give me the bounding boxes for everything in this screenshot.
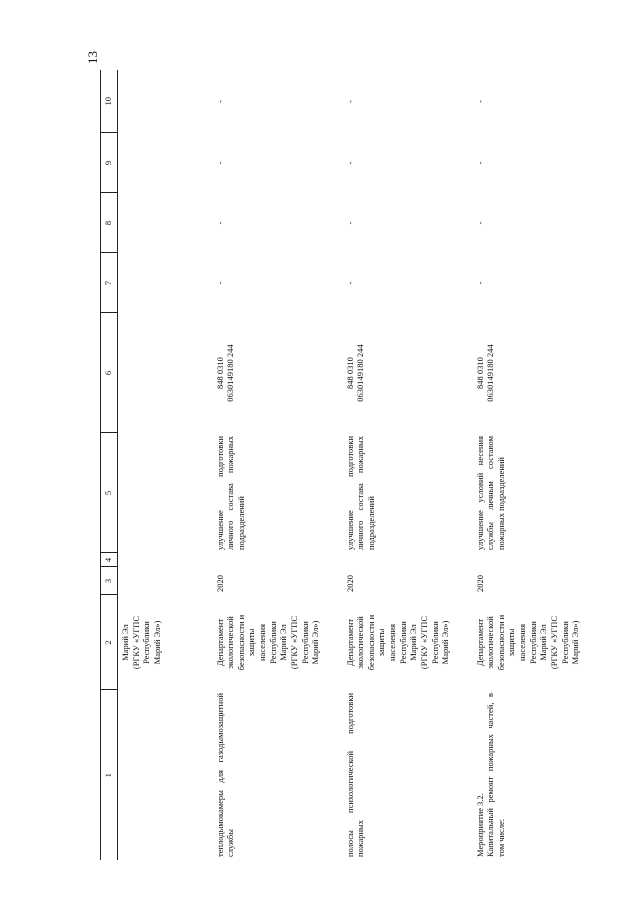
cell-year xyxy=(118,567,213,595)
program-table xyxy=(100,70,603,860)
cell-value xyxy=(118,133,213,193)
column-header: 8 xyxy=(101,193,118,253)
cell-value: - xyxy=(344,100,355,103)
cell-value: - xyxy=(344,161,355,165)
cell-executor: Департамент экологической безопасности и защиты населения Республики Марий Эл (РГКУ «УГПС Республики Марий Эл») xyxy=(474,614,581,671)
cell-budget-code xyxy=(118,313,213,433)
cell-activity: полосы психологической подготовки пожарных xyxy=(344,693,366,857)
cell-empty xyxy=(343,553,473,567)
column-header: 10 xyxy=(101,70,118,133)
column-header: 4 xyxy=(101,553,118,567)
cell-value: - xyxy=(214,161,225,165)
cell-empty xyxy=(118,553,213,567)
cell-value: - xyxy=(474,161,485,165)
table-row xyxy=(343,70,473,860)
cell-result xyxy=(118,433,213,553)
column-header: 3 xyxy=(101,567,118,595)
cell-budget-code: 848 0310 0630149180 244 xyxy=(344,344,366,402)
cell-result: улучшение условий несения службы личным составом пожарных подразделений xyxy=(474,436,506,550)
cell-result: улучшение подготовки личного состава пожарных подразделений xyxy=(344,436,376,550)
cell-value: - xyxy=(214,281,225,285)
column-header: 1 xyxy=(101,690,118,860)
cell-value: - xyxy=(474,221,485,225)
cell-executor: Марий Эл (РГКУ «УГПС Республики Марий Эл») xyxy=(120,615,162,670)
cell-value xyxy=(118,253,213,313)
cell-value: - xyxy=(474,100,485,103)
cell-empty xyxy=(213,553,343,567)
cell-value: - xyxy=(344,221,355,225)
cell-activity: Мероприятие 3.2. Капитальный ремонт пожарных частей, в том числе: xyxy=(474,693,506,857)
cell-year: 2020 xyxy=(344,575,355,592)
cell-activity xyxy=(118,690,213,860)
cell-value xyxy=(118,70,213,133)
table-row xyxy=(118,70,213,860)
cell-budget-code: 848 0310 0630149180 244 xyxy=(474,344,496,402)
cell-result: улучшение подготовки личного состава пожарных подразделений xyxy=(214,436,246,550)
cell-year: 2020 xyxy=(214,575,225,592)
cell-executor: Департамент экологической безопасности и защиты населения Республики Марий Эл (РГКУ «УГПС Республики Марий Эл») xyxy=(214,614,321,671)
cell-value: - xyxy=(344,281,355,285)
column-header: 9 xyxy=(101,133,118,193)
column-header: 2 xyxy=(101,595,118,690)
header-row xyxy=(101,70,118,860)
column-header: 5 xyxy=(101,433,118,553)
table-row xyxy=(213,70,343,860)
cell-activity: теплодымокамеры для газодымозащитной службы xyxy=(214,693,236,857)
cell-executor: Департамент экологической безопасности и защиты населения Республики Марий Эл (РГКУ «УГПС Республики Марий Эл») xyxy=(344,614,451,671)
rotated-table-container xyxy=(100,70,581,860)
cell-year: 2020 xyxy=(474,575,485,592)
cell-value xyxy=(118,193,213,253)
column-header: 6 xyxy=(101,313,118,433)
column-header: 7 xyxy=(101,253,118,313)
cell-value: - xyxy=(474,281,485,285)
cell-value: - xyxy=(214,100,225,103)
table-row xyxy=(473,70,603,860)
cell-empty xyxy=(473,553,603,567)
cell-budget-code: 848 0310 0630149180 244 xyxy=(214,344,236,402)
cell-value: - xyxy=(214,221,225,225)
page-number: 13 xyxy=(85,51,100,64)
